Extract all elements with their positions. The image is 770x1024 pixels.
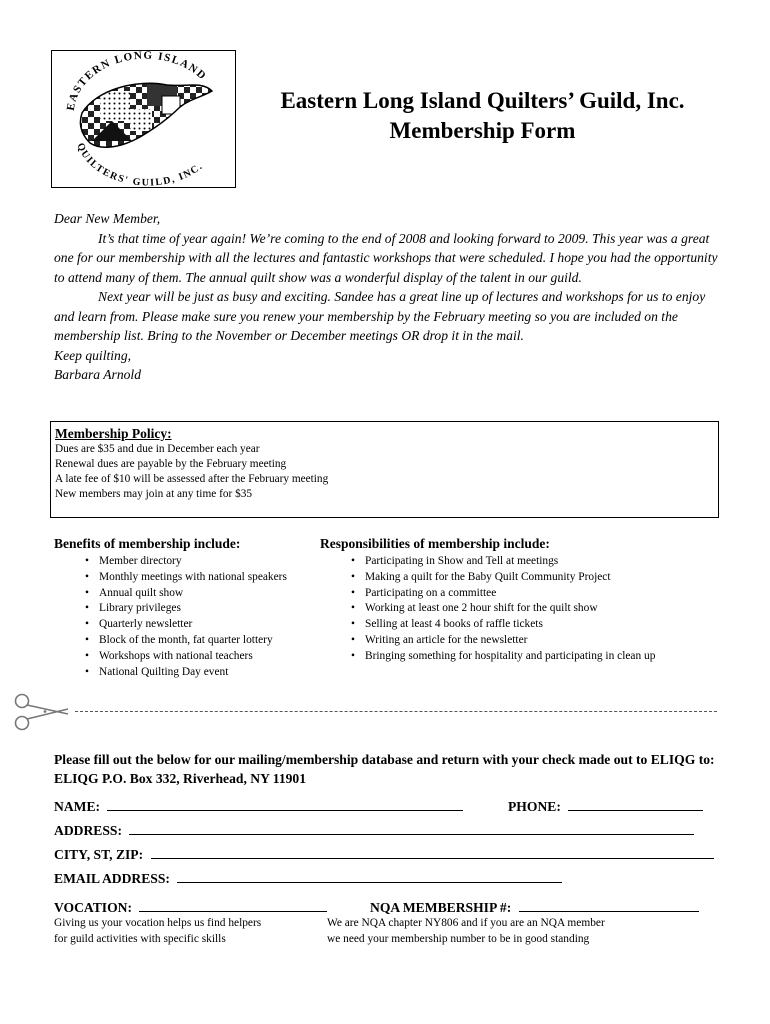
list-item: • Monthly meetings with national speakers [99, 570, 319, 586]
name-input-line[interactable] [107, 797, 463, 811]
vocation-note-line: for guild activities with specific skills [54, 933, 226, 945]
list-item: • Writing an article for the newsletter [365, 633, 720, 649]
vocation-input-line[interactable] [139, 898, 327, 912]
list-item: • Participating on a committee [365, 586, 720, 602]
list-item: • Bringing something for hospitality and participating in clean up [365, 649, 720, 665]
list-item: • National Quilting Day event [99, 665, 319, 681]
email-field[interactable] [54, 869, 562, 887]
letter-signature: Barbara Arnold [54, 367, 141, 382]
nqa-input-line[interactable] [519, 898, 699, 912]
name-field[interactable] [54, 797, 463, 815]
letter-paragraph-2: Next year will be just as busy and exciting. Sandee has a great line up of lectures and workshops for us to enjoy and learn from. Please make sure you renew your membership by the February meeting so you are included on the membership list. Bring to the November or December meetings OR drop it in the mail. [54, 289, 706, 343]
vocation-note-line: Giving us your vocation helps us find helpers [54, 917, 262, 929]
membership-policy-box [50, 421, 719, 518]
list-item: • Annual quilt show [99, 586, 319, 602]
responsibilities-list [320, 554, 720, 665]
vocation-note [54, 915, 261, 947]
list-item: • Making a quilt for the Baby Quilt Community Project [365, 570, 720, 586]
benefits-section [54, 535, 319, 680]
nqa-note-line: we need your membership number to be in good standing [327, 933, 590, 945]
policy-line: Renewal dues are payable by the February meeting [55, 458, 287, 470]
responsibilities-heading: Responsibilities of membership include: [320, 536, 550, 551]
city-input-line[interactable] [151, 845, 714, 859]
page-title [240, 86, 725, 146]
welcome-letter [54, 209, 719, 385]
list-item: • Working at least one 2 hour shift for the quilt show [365, 601, 720, 617]
responsibilities-section [320, 535, 720, 665]
title-line-1: Eastern Long Island Quilters’ Guild, Inc. [280, 88, 685, 113]
list-item: • Library privileges [99, 601, 319, 617]
policy-line: New members may join at any time for $35 [55, 488, 253, 500]
nqa-note [327, 915, 605, 947]
benefits-heading: Benefits of membership include: [54, 536, 241, 551]
address-input-line[interactable] [129, 821, 694, 835]
list-item: • Quarterly newsletter [99, 617, 319, 633]
policy-line: Dues are $35 and due in December each year [55, 443, 260, 455]
address-field[interactable] [54, 821, 694, 839]
phone-field[interactable] [508, 797, 703, 815]
policy-heading: Membership Policy: [55, 426, 172, 441]
name-label: NAME: [54, 799, 101, 814]
scissors-icon [12, 692, 72, 737]
letter-paragraph-1: It’s that time of year again! We’re coming to the end of 2008 and looking forward to 2009. This year was a great one for our membership with all the lectures and fantastic workshops that were scheduled. I hope you had the opportunity to attend many of them. The annual quilt show was a wonderful display of the talent in our guild. [54, 230, 718, 285]
logo-top-text: EASTERN LONG ISLAND [64, 51, 209, 112]
list-item: • Block of the month, fat quarter lottery [99, 633, 319, 649]
letter-closing: Keep quilting, [54, 347, 132, 363]
cut-line [75, 711, 717, 712]
list-item: • Member directory [99, 554, 319, 570]
email-label: EMAIL ADDRESS: [54, 871, 170, 886]
list-item: • Selling at least 4 books of raffle tickets [365, 617, 720, 633]
address-label: ADDRESS: [54, 823, 122, 838]
phone-input-line[interactable] [568, 797, 703, 811]
benefits-list [54, 554, 319, 680]
form-instructions: Please fill out the below for our mailing/membership database and return with your check made out to ELIQG to: ELIQG P.O. Box 332, Riverhead, NY 11901 [54, 752, 715, 786]
list-item: • Workshops with national teachers [99, 649, 319, 665]
email-input-line[interactable] [177, 869, 562, 883]
logo-bottom-text: QUILTERS' GUILD, INC. [74, 141, 206, 189]
policy-line: A late fee of $10 will be assessed after the February meeting [55, 473, 329, 485]
nqa-label: NQA MEMBERSHIP #: [370, 900, 512, 915]
list-item: • Participating in Show and Tell at meetings [365, 554, 720, 570]
city-state-zip-field[interactable] [54, 845, 714, 863]
city-label: CITY, ST, ZIP: [54, 847, 144, 862]
nqa-note-line: We are NQA chapter NY806 and if you are an NQA member [327, 917, 605, 929]
guild-logo [51, 50, 236, 188]
letter-greeting: Dear New Member, [54, 211, 161, 226]
title-line-2: Membership Form [389, 118, 576, 143]
quilt-logo-icon [52, 51, 237, 189]
vocation-label: VOCATION: [54, 900, 133, 915]
nqa-membership-field[interactable] [370, 898, 699, 916]
vocation-field[interactable] [54, 898, 327, 916]
phone-label: PHONE: [508, 799, 561, 814]
